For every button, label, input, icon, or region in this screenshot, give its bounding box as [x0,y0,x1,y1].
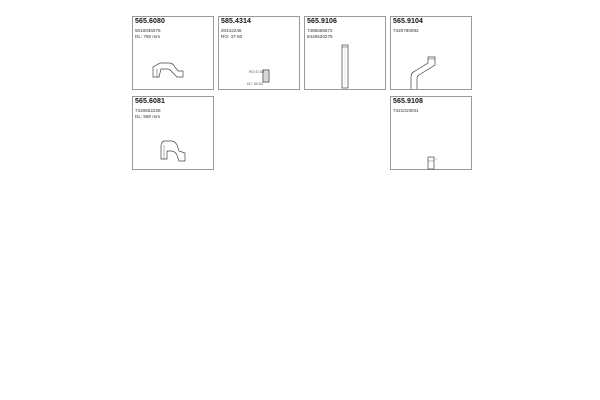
part-code: 565.6081 [135,98,165,105]
part-reference: 7485555572 [307,28,333,33]
bent-pipe-drawing [133,17,215,91]
part-card-565-9108[interactable] [390,96,472,170]
part-reference: 7420780092 [393,28,419,33]
part-card-565-6080[interactable] [132,16,214,90]
elbow-pipe-drawing [391,17,473,91]
bent-pipe-drawing [133,97,215,171]
part-dimension: DL: 750 mm [135,34,161,39]
straight-pipe-drawing [305,17,387,91]
part-card-565-9106[interactable] [304,16,386,90]
sleeve-drawing [391,97,473,171]
part-dimension: RO: 47-50 [221,34,243,39]
part-reference: 7420602228 [135,108,161,113]
part-code: 565.9108 [393,98,423,105]
part-card-565-9104[interactable] [390,16,472,90]
clamp-dimension-label: RO:47-50 [249,70,265,74]
part-card-565-6081[interactable] [132,96,214,170]
part-reference: 20442246 [221,28,242,33]
part-reference: 7421019031 [393,108,419,113]
part-code: 565.9104 [393,18,423,25]
part-code: 565.6080 [135,18,165,25]
part-card-585-4314[interactable] [218,16,300,90]
clamp-drawing [219,17,301,91]
part-reference: 5010036076 [135,28,161,33]
part-dimension: DL: 580 mm [135,114,161,119]
clamp-dimension-label: DC: 60-63 [247,82,263,86]
part-code: 585.4314 [221,18,251,25]
part-code: 565.9106 [307,18,337,25]
part-reference: 8426520275 [307,34,333,39]
